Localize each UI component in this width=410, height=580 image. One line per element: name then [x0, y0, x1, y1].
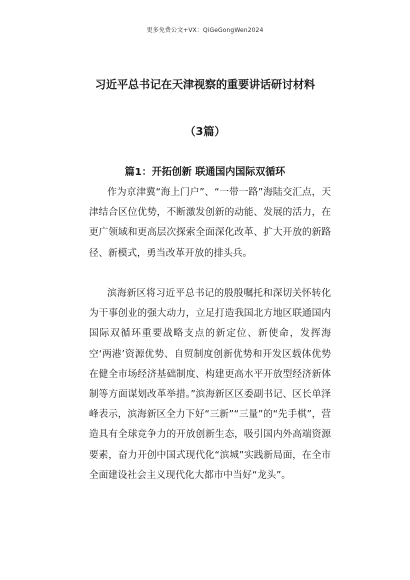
section-heading: 篇1：开拓创新 联通国内国际双循环 [124, 167, 286, 178]
article-count-label: （3篇） [184, 125, 226, 138]
header-note: 更多免费公文+VX：QiGeGongWen2024 [146, 27, 264, 34]
body-paragraph-2: 滨海新区将习近平总书记的殷殷嘱托和深切关怀转化为干事创业的强大动力，立足打造我国北方地区联通国内国际双循环重要战略支点的新定位、新使命，发挥海空‘两港’资源优势、自贸制度创新优势和开发区载体优势在健全市场经济基础制度、构建更高水平开放型经济新体制等方面谋划改革举措。”滨海新区区委副书记、区长单泽峰表示，滨海新区全力下好“三新”“三量”的“先手棋”，营造具有全球竞争力的开放创新生态，吸引国内外高端资源要素，奋力开创中国式现代化“滨城”实践新局面，在全市全面建设社会主义现代化大都市中当好“龙头”。 [89, 288, 331, 481]
body-paragraph-1: 作为京津冀“海上门户”、“一带一路”海陆交汇点，天津结合区位优势，不断激发创新的动能、发展的活力，在更广领域和更高层次探索全面深化改革、扩大开放的新路径、新模式，勇当改革开放的排头兵。 [89, 187, 331, 259]
document-title: 习近平总书记在天津视察的重要讲话研讨材料 [95, 78, 315, 91]
